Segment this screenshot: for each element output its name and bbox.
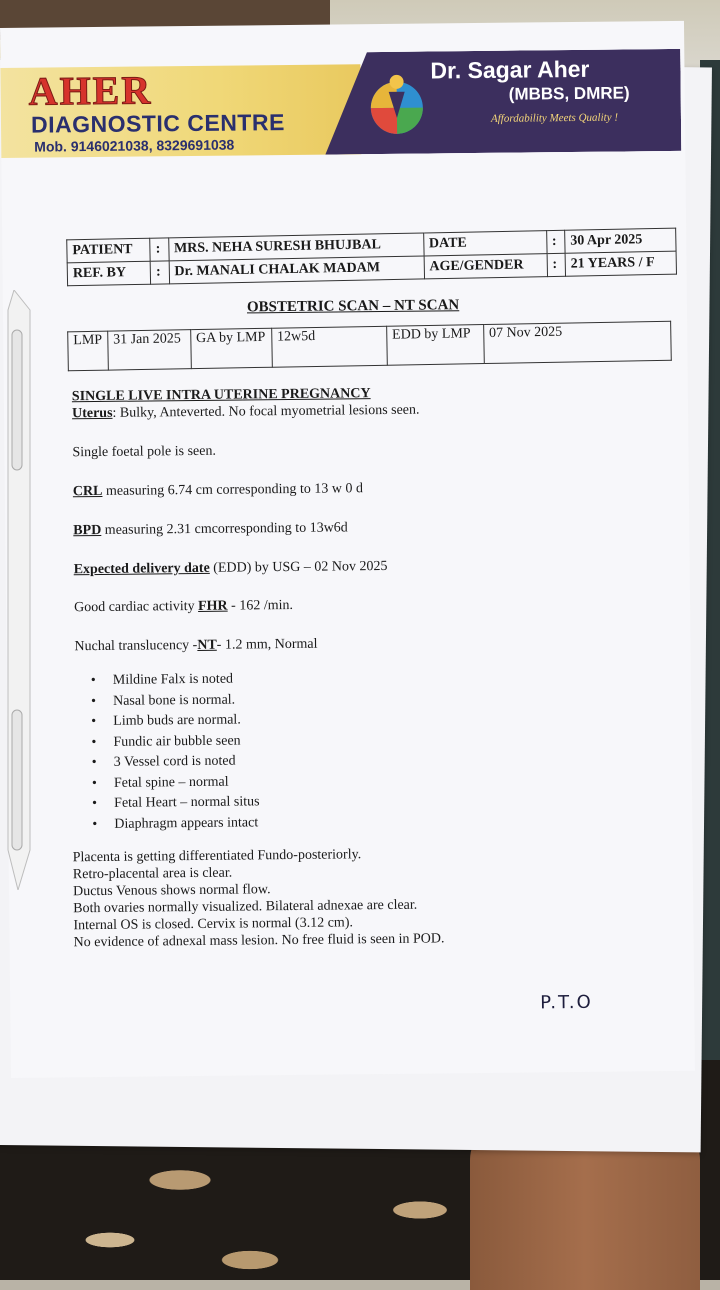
edd-line [74, 559, 388, 578]
report-page [0, 21, 695, 1078]
bpd-text: measuring 2.31 cmcorresponding to 13w6d [101, 520, 348, 538]
binder-clip-icon [0, 290, 38, 890]
uterus-label: Uterus [71, 405, 113, 422]
summary-line: Retro-placental area is clear. [72, 865, 233, 883]
list-item: • Fundic air bubble seen [91, 733, 259, 755]
nt-label: NT [197, 637, 217, 653]
header-left-panel [0, 64, 361, 158]
clinic-logo-icon [360, 67, 433, 140]
list-item: • Mildine Falx is noted [91, 671, 259, 693]
clinic-tagline: Affordability Meets Quality ! [490, 111, 619, 125]
clinic-name: AHER [28, 67, 153, 114]
clinic-mobile: Mob. 9146021038, 8329691038 [34, 136, 235, 155]
nt-line [74, 637, 317, 656]
separator: : [547, 253, 566, 276]
ref-doctor: Dr. MANALI CHALAK MADAM [169, 256, 424, 284]
fhr-text: - 162 /min. [227, 597, 294, 614]
clinic-subtitle: DIAGNOSTIC CENTRE [30, 109, 285, 138]
list-item: • Diaphragm appears intact [92, 815, 260, 837]
fhr-label: FHR [198, 598, 228, 614]
list-item: • Limb buds are normal. [91, 712, 259, 734]
crl-line [73, 481, 363, 500]
clinic-header [0, 55, 681, 158]
bpd-line [73, 520, 348, 539]
cardiac-text: Good cardiac activity [73, 598, 199, 616]
edd-usg-label: Expected delivery date [73, 560, 210, 578]
uterus-text: : Bulky, Anteverted. No focal myometrial lesions seen. [112, 402, 420, 421]
summary-line: Placenta is getting differentiated Fundo-posteriorly. [72, 847, 362, 866]
edd-value: 07 Nov 2025 [483, 321, 671, 363]
crl-label: CRL [72, 483, 103, 500]
edd-usg-text: (EDD) by USG – 02 Nov 2025 [209, 558, 388, 576]
findings-heading: SINGLE LIVE INTRA UTERINE PREGNANCY [71, 386, 371, 405]
separator: : [546, 230, 565, 253]
age-label: AGE/GENDER [424, 254, 547, 279]
bpd-label: BPD [73, 522, 102, 539]
doctor-name: Dr. Sagar Aher [430, 55, 590, 84]
lmp-value: 31 Jan 2025 [107, 330, 191, 370]
foetal-pole-line: Single foetal pole is seen. [72, 443, 216, 461]
uterus-line [72, 403, 420, 423]
summary-paragraph [73, 845, 445, 951]
doctor-degrees: (MBBS, DMRE) [508, 83, 630, 104]
patient-info-table [66, 228, 677, 287]
summary-line: Ductus Venous shows normal flow. [72, 882, 271, 900]
age-gender: 21 YEARS / F [565, 251, 676, 276]
nt-text: Nuchal translucency - [74, 637, 198, 655]
patient-label: PATIENT [67, 238, 151, 263]
report-title: OBSTETRIC SCAN – NT SCAN [246, 297, 460, 316]
list-item: • Fetal spine – normal [92, 774, 260, 796]
ga-label: GA by LMP [190, 328, 272, 368]
date-label: DATE [423, 231, 546, 256]
pregnancy-dates-table [67, 321, 672, 372]
separator: : [150, 238, 169, 261]
summary-line: Both ovaries normally visualized. Bilateral adnexae are clear. [73, 897, 418, 917]
nt-value: - 1.2 mm, Normal [216, 636, 318, 653]
ref-label: REF. BY [67, 261, 151, 286]
edd-label: EDD by LMP [386, 325, 484, 366]
lmp-label: LMP [68, 331, 108, 371]
summary-line: Internal OS is closed. Cervix is normal (3.12 cm). [73, 915, 354, 934]
separator: : [150, 261, 169, 284]
table-row [68, 321, 672, 371]
crl-text: measuring 6.74 cm corresponding to 13 w 0 d [102, 481, 364, 499]
ga-value: 12w5d [271, 326, 387, 367]
summary-line: No evidence of adnexal mass lesion. No free fluid is seen in POD. [73, 931, 445, 951]
patient-name: MRS. NEHA SURESH BHUJBAL [168, 233, 423, 261]
handwritten-note: P.T.O [540, 991, 593, 1014]
list-item: • 3 Vessel cord is noted [92, 753, 260, 775]
list-item: • Nasal bone is normal. [91, 692, 259, 714]
report-date: 30 Apr 2025 [565, 228, 676, 253]
findings-list [91, 671, 260, 837]
list-item: • Fetal Heart – normal situs [92, 794, 260, 816]
cardiac-line [74, 598, 293, 616]
